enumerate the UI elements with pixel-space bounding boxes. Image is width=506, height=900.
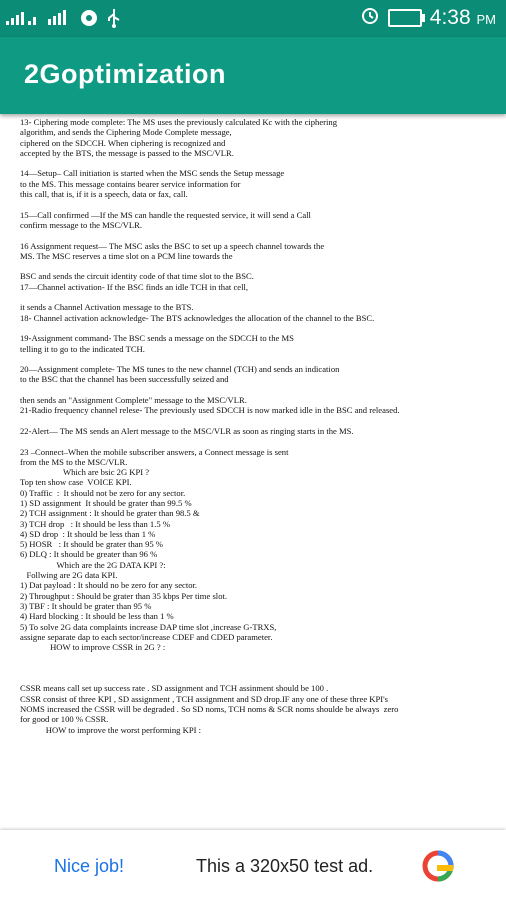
- doc-line: 20—Assignment complete- The MS tunes to the new channel (TCH) and sends an indication: [20, 364, 340, 375]
- doc-line: 1) SD assignment It should be grater than 99.5 %: [20, 497, 192, 508]
- wifi-icon: [80, 9, 98, 31]
- ad-banner[interactable]: [0, 830, 506, 900]
- doc-line: [20, 158, 486, 168]
- status-time: 4:38 PM: [429, 5, 496, 29]
- doc-line: HOW to improve CSSR in 2G ? :: [20, 642, 166, 653]
- doc-line: Follwing are 2G data KPI.: [20, 570, 118, 581]
- doc-line: 22-Alert— The MS sends an Alert message to the MSC/VLR as soon as ringing starts in the MS.: [20, 425, 354, 436]
- doc-line: [20, 199, 486, 209]
- doc-line: assigne separate dap to each sector/increase CDEF and CDED parameter.: [20, 631, 273, 642]
- ad-text[interactable]: This a 320x50 test ad.: [196, 856, 374, 876]
- doc-line: NOMS increased the CSSR will be degraded . So SD noms, TCH noms & SCR noms shoulde be always zero: [20, 703, 399, 714]
- doc-line: 4) SD drop : It should be less than 1 %: [20, 528, 156, 539]
- app-title: 2Goptimization: [24, 59, 226, 89]
- signal-icon: [6, 9, 40, 31]
- doc-line: then sends an "Assignment Complete" message to the MSC/VLR.: [20, 395, 247, 406]
- doc-line: telling it to go to the indicated TCH.: [20, 343, 145, 354]
- app-bar: [0, 37, 506, 114]
- doc-line: 1) Dat payload : It should no be zero for any sector.: [20, 580, 198, 591]
- doc-line: 16 Assignment request— The MSC asks the BSC to set up a speech channel towards the: [20, 240, 325, 251]
- doc-line: [20, 652, 486, 662]
- doc-line: [20, 436, 486, 446]
- doc-line: BSC and sends the circuit identity code of that time slot to the BSC.: [20, 271, 254, 282]
- doc-line: 14—Setup– Call initiation is started when the MSC sends the Setup message: [20, 168, 285, 179]
- doc-line: 15—Call confirmed —If the MS can handle the requested service, it will send a Call: [20, 209, 311, 220]
- doc-line: 3) TCH drop : It should be less than 1.5 %: [20, 518, 170, 529]
- doc-line: 5) HOSR : It should be grater than 95 %: [20, 539, 163, 550]
- doc-line: ciphered on the SDCCH. When ciphering is recognized and: [20, 137, 226, 148]
- document-content: [20, 117, 486, 829]
- doc-line: to the MS. This message contains bearer service information for: [20, 178, 241, 189]
- status-bar: [0, 0, 506, 37]
- status-left-icons: [6, 8, 122, 32]
- doc-line: algorithm, and sends the Ciphering Mode Complete message,: [20, 127, 232, 138]
- doc-line: [20, 230, 486, 240]
- doc-line: Top ten show case VOICE KPI.: [20, 477, 132, 488]
- doc-line: [20, 673, 486, 683]
- doc-line: [20, 323, 486, 333]
- doc-line: [20, 261, 486, 271]
- doc-line: to the BSC that the channel has been successfully seized and: [20, 374, 229, 385]
- doc-line: 0) Traffic : It should not be zero for any sector.: [20, 487, 186, 498]
- doc-line: this call, that is, if it is a speech, data or fax, call.: [20, 189, 188, 200]
- doc-line: [20, 385, 486, 395]
- doc-line: CSSR means call set up success rate . SD assignment and TCH assinment should be 100 .: [20, 683, 329, 694]
- status-right: [360, 5, 496, 30]
- doc-line: 13- Ciphering mode complete: The MS uses the previously calculated Kc with the ciphering: [20, 117, 338, 127]
- doc-line: [20, 416, 486, 426]
- alarm-icon: [360, 5, 380, 30]
- doc-line: 3) TBF : It should be grater than 95 %: [20, 600, 152, 611]
- doc-line: MS. The MSC reserves a time slot on a PCM line towards the: [20, 250, 233, 261]
- doc-line: [20, 663, 486, 673]
- doc-line: it sends a Channel Activation message to the BTS.: [20, 302, 194, 313]
- doc-line: HOW to improve the worst performing KPI :: [20, 724, 202, 735]
- doc-line: 17—Channel activation- If the BSC finds an idle TCH in that cell,: [20, 281, 249, 292]
- doc-line: 23 –Connect–When the mobile subscriber answers, a Connect message is sent: [20, 446, 289, 457]
- doc-line: [20, 354, 486, 364]
- usb-icon: [106, 8, 122, 32]
- ad-label[interactable]: Nice job!: [54, 856, 125, 876]
- doc-line: [20, 292, 486, 302]
- doc-line: from the MS to the MSC/VLR.: [20, 456, 128, 467]
- doc-line: 18- Channel activation acknowledge- The BTS acknowledges the allocation of the channel to the BSC.: [20, 312, 375, 323]
- doc-line: 19-Assignment command- The BSC sends a message on the SDCCH to the MS: [20, 333, 294, 344]
- ad-logo-icon[interactable]: [420, 848, 456, 884]
- doc-line: 2) TCH assignment : It should be grater than 98.5 &: [20, 508, 200, 519]
- doc-line: 6) DLQ : It should be greater than 96 %: [20, 549, 158, 560]
- doc-line: 21-Radio frequency channel relese- The previously used SDCCH is now marked idle in the BSC and released.: [20, 405, 400, 416]
- doc-line: 2) Throughput : Should be grater than 35 kbps Per time slot.: [20, 590, 228, 601]
- doc-line: 5) To solve 2G data complaints increase DAP time slot ,increase G-TRXS,: [20, 621, 277, 632]
- doc-line: Which are the 2G DATA KPI ?:: [20, 559, 166, 570]
- signal-2-icon: [48, 9, 72, 31]
- doc-line: confirm message to the MSC/VLR.: [20, 219, 142, 230]
- doc-line: 4) Hard blocking : It should be less than 1 %: [20, 611, 174, 622]
- doc-line: CSSR consist of three KPI , SD assignment , TCH assignment and SD drop.IF any one of these three KPI's: [20, 693, 389, 704]
- doc-line: for good or 100 % CSSR.: [20, 714, 109, 725]
- battery-icon: [388, 9, 422, 27]
- doc-line: Which are bsic 2G KPI ?: [20, 467, 150, 478]
- doc-line: accepted by the BTS, the message is passed to the MSC/VLR.: [20, 147, 234, 158]
